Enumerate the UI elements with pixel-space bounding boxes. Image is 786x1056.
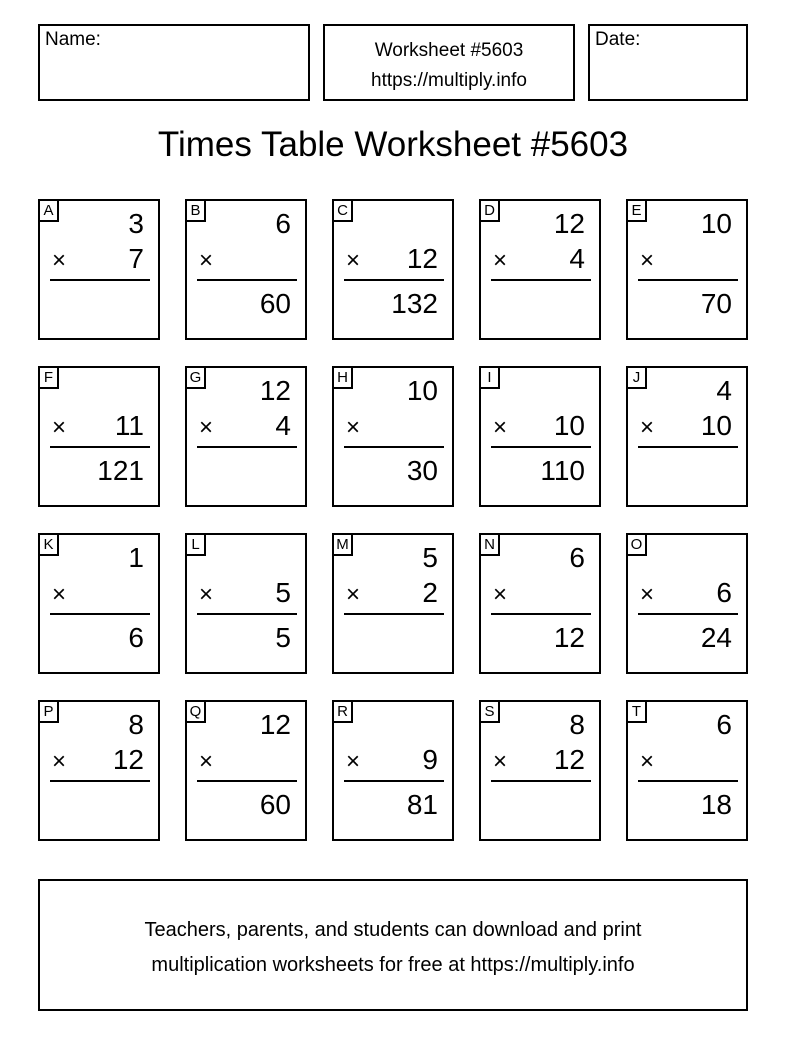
problem-cell-t[interactable] <box>626 700 748 841</box>
problem-cell-q[interactable] <box>185 700 307 841</box>
bottom-operand[interactable]: 10 <box>553 410 585 441</box>
answer-rule <box>638 446 738 448</box>
times-symbol: × <box>52 581 67 608</box>
problem-cell-m[interactable] <box>332 533 454 674</box>
bottom-operand[interactable]: 12 <box>553 744 585 775</box>
problem-cell-i[interactable] <box>479 366 601 507</box>
top-operand[interactable]: 6 <box>716 709 732 740</box>
bottom-operand[interactable]: 11 <box>114 410 144 441</box>
answer-value[interactable]: 12 <box>553 622 585 653</box>
bottom-operand[interactable]: 7 <box>128 243 144 274</box>
answer-rule <box>491 279 591 281</box>
top-operand[interactable]: 6 <box>275 208 291 239</box>
problem-cell-n[interactable] <box>479 533 601 674</box>
times-symbol: × <box>52 748 67 775</box>
problem-letter: S <box>481 702 500 723</box>
bottom-operand[interactable]: 4 <box>569 243 585 274</box>
top-operand[interactable]: 8 <box>569 709 585 740</box>
times-symbol: × <box>52 247 67 274</box>
bottom-operand[interactable]: 10 <box>700 410 732 441</box>
problem-letter: J <box>628 368 647 389</box>
times-symbol: × <box>346 581 361 608</box>
footer-box <box>38 879 748 1011</box>
times-symbol: × <box>199 581 214 608</box>
problem-letter: M <box>334 535 353 556</box>
times-symbol: × <box>52 414 67 441</box>
top-operand[interactable]: 6 <box>569 542 585 573</box>
answer-value[interactable]: 110 <box>540 455 585 486</box>
bottom-operand[interactable]: 12 <box>112 744 144 775</box>
top-operand[interactable]: 3 <box>128 208 144 239</box>
problem-cell-e[interactable] <box>626 199 748 340</box>
answer-rule <box>344 446 444 448</box>
top-operand[interactable]: 1 <box>128 542 144 573</box>
top-operand[interactable]: 12 <box>259 709 291 740</box>
bottom-operand[interactable]: 6 <box>716 577 732 608</box>
top-operand[interactable]: 12 <box>553 208 585 239</box>
problem-letter: G <box>187 368 206 389</box>
answer-rule <box>344 780 444 782</box>
top-operand[interactable]: 10 <box>406 375 438 406</box>
answer-value[interactable]: 30 <box>406 455 438 486</box>
bottom-operand[interactable]: 5 <box>275 577 291 608</box>
problem-cell-l[interactable] <box>185 533 307 674</box>
problem-letter: F <box>40 368 59 389</box>
problem-cell-c[interactable] <box>332 199 454 340</box>
bottom-operand[interactable]: 12 <box>406 243 438 274</box>
problem-letter: Q <box>187 702 206 723</box>
problem-letter: H <box>334 368 353 389</box>
answer-value[interactable]: 121 <box>97 455 144 486</box>
times-symbol: × <box>199 748 214 775</box>
problem-letter: A <box>40 201 59 222</box>
problem-letter: E <box>628 201 647 222</box>
times-symbol: × <box>346 414 361 441</box>
answer-value[interactable]: 70 <box>700 288 732 319</box>
answer-rule <box>491 613 591 615</box>
problem-letter: R <box>334 702 353 723</box>
times-symbol: × <box>199 414 214 441</box>
answer-rule <box>344 613 444 615</box>
answer-rule <box>50 446 150 448</box>
problem-cell-r[interactable] <box>332 700 454 841</box>
problem-letter: B <box>187 201 206 222</box>
answer-rule <box>491 780 591 782</box>
problem-cell-a[interactable] <box>38 199 160 340</box>
problem-cell-o[interactable] <box>626 533 748 674</box>
top-operand[interactable]: 8 <box>128 709 144 740</box>
answer-value[interactable]: 5 <box>275 622 291 653</box>
answer-rule <box>50 780 150 782</box>
problem-cell-h[interactable] <box>332 366 454 507</box>
times-symbol: × <box>640 581 655 608</box>
problem-letter: O <box>628 535 647 556</box>
bottom-operand[interactable]: 2 <box>422 577 438 608</box>
answer-rule <box>344 279 444 281</box>
times-symbol: × <box>493 748 508 775</box>
problem-letter: P <box>40 702 59 723</box>
answer-rule <box>638 279 738 281</box>
problem-cell-j[interactable] <box>626 366 748 507</box>
answer-rule <box>197 279 297 281</box>
problem-cell-g[interactable] <box>185 366 307 507</box>
answer-value[interactable]: 60 <box>259 288 291 319</box>
times-symbol: × <box>640 247 655 274</box>
times-symbol: × <box>346 748 361 775</box>
times-symbol: × <box>640 414 655 441</box>
times-symbol: × <box>199 247 214 274</box>
problem-cell-s[interactable] <box>479 700 601 841</box>
top-operand[interactable]: 5 <box>422 542 438 573</box>
answer-rule <box>491 446 591 448</box>
top-operand[interactable]: 10 <box>700 208 732 239</box>
problem-cell-d[interactable] <box>479 199 601 340</box>
answer-value[interactable]: 6 <box>128 622 144 653</box>
worksheet-url: https://multiply.info <box>371 70 527 91</box>
times-symbol: × <box>346 247 361 274</box>
problem-letter: D <box>481 201 500 222</box>
problem-cell-b[interactable] <box>185 199 307 340</box>
problem-letter: N <box>481 535 500 556</box>
times-symbol: × <box>493 247 508 274</box>
problem-letter: I <box>481 368 500 389</box>
answer-rule <box>197 446 297 448</box>
problem-cell-p[interactable] <box>38 700 160 841</box>
times-symbol: × <box>493 581 508 608</box>
answer-value[interactable]: 24 <box>700 622 732 653</box>
answer-value[interactable]: 18 <box>700 789 732 820</box>
times-symbol: × <box>493 414 508 441</box>
top-operand[interactable]: 12 <box>259 375 291 406</box>
answer-value[interactable]: 81 <box>406 789 438 820</box>
answer-rule <box>50 279 150 281</box>
bottom-operand[interactable]: 4 <box>275 410 291 441</box>
answer-rule <box>50 613 150 615</box>
name-label: Name: <box>45 29 101 50</box>
problem-cell-k[interactable] <box>38 533 160 674</box>
answer-rule <box>197 780 297 782</box>
answer-rule <box>638 613 738 615</box>
problem-letter: T <box>628 702 647 723</box>
answer-rule <box>638 780 738 782</box>
footer-line-2: multiplication worksheets for free at https://multiply.info <box>151 954 635 976</box>
answer-value[interactable]: 60 <box>259 789 291 820</box>
problem-letter: K <box>40 535 59 556</box>
answer-rule <box>197 613 297 615</box>
problem-cell-f[interactable] <box>38 366 160 507</box>
date-label: Date: <box>595 29 641 50</box>
bottom-operand[interactable]: 9 <box>422 744 438 775</box>
problem-letter: C <box>334 201 353 222</box>
footer-line-1: Teachers, parents, and students can download and print <box>144 919 642 941</box>
page-title: Times Table Worksheet #5603 <box>157 125 629 164</box>
top-operand[interactable]: 4 <box>716 375 732 406</box>
problem-letter: L <box>187 535 206 556</box>
times-symbol: × <box>640 748 655 775</box>
worksheet-number: Worksheet #5603 <box>374 40 524 61</box>
answer-value[interactable]: 132 <box>391 288 438 319</box>
